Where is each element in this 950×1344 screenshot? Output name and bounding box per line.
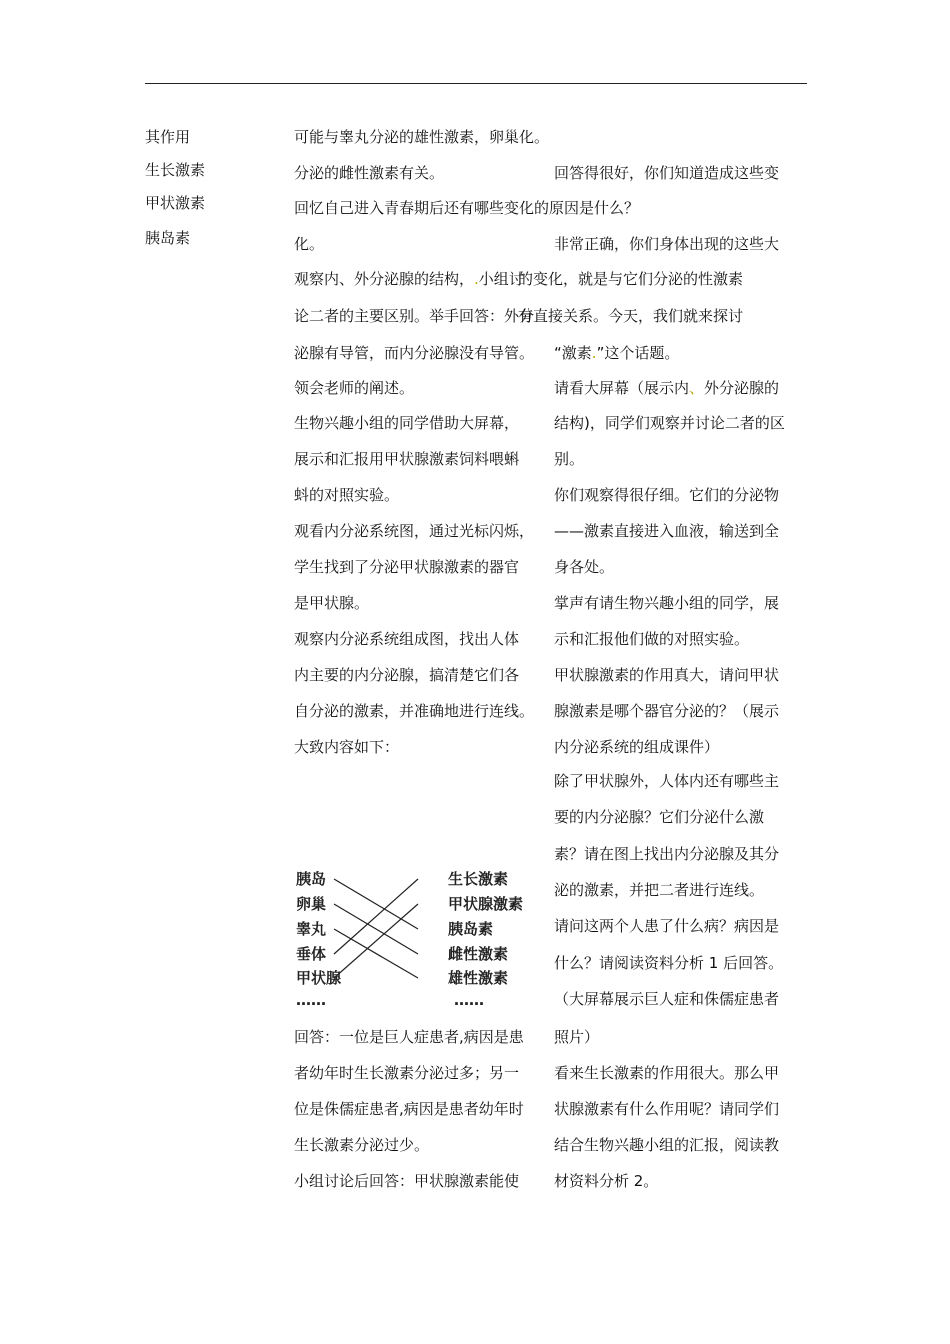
teacher-text-line: 结合生物兴趣小组的汇报，阅读教 bbox=[554, 1136, 780, 1154]
teacher-text-segment: ”这个话题。 bbox=[596, 344, 680, 362]
header-rule bbox=[145, 83, 807, 84]
student-text-line: 回答：一位是巨人症患者,病因是患 bbox=[294, 1028, 524, 1046]
gland-label: 卵巢 bbox=[296, 895, 327, 913]
student-text-line: 是甲状腺。 bbox=[294, 594, 370, 612]
student-text-line: 泌腺有导管，而内分泌腺没有导管。 bbox=[294, 344, 535, 362]
student-text-line: 观察内分泌系统组成图，找出人体 bbox=[294, 630, 520, 648]
highlight-mark: 、 bbox=[689, 379, 705, 397]
student-text-line: 自分泌的激素，并准确地进行连线。 bbox=[294, 702, 535, 720]
teacher-text-line: 请问这两个人患了什么病？病因是 bbox=[554, 917, 780, 935]
teacher-text-segment: 外分泌腺的 bbox=[704, 379, 780, 397]
teacher-text-line: 身各处。 bbox=[554, 558, 615, 576]
teacher-text-line: 示和汇报他们做的对照实验。 bbox=[554, 630, 750, 648]
gland-hormone-matching-diagram bbox=[290, 862, 530, 1012]
teacher-text-line: 有直接关系。今天，我们就来探讨 bbox=[518, 307, 744, 325]
hormone-label: 雌性激素 bbox=[448, 945, 509, 963]
student-text-segment: 观察内、外分泌腺的结构， bbox=[294, 270, 475, 288]
teacher-text-line: （大屏幕展示巨人症和侏儒症患者 bbox=[554, 990, 780, 1008]
hormone-label: 生长激素 bbox=[448, 870, 509, 888]
student-text-line: 生长激素分泌过少。 bbox=[294, 1136, 430, 1154]
gland-label: 甲状腺 bbox=[296, 969, 342, 987]
student-text-line: 蚪的对照实验。 bbox=[294, 486, 400, 504]
teacher-text-line: 别。 bbox=[554, 450, 585, 468]
student-text-line: 位是侏儒症患者,病因是患者幼年时 bbox=[294, 1100, 524, 1118]
student-text-line: 化。 bbox=[294, 235, 325, 253]
connection-line bbox=[334, 904, 418, 978]
student-text-line: 观看内分泌系统图，通过光标闪烁， bbox=[294, 522, 535, 540]
teacher-text-line: 非常正确，你们身体出现的这些大 bbox=[554, 235, 780, 253]
teacher-text-line: 掌声有请生物兴趣小组的同学，展 bbox=[554, 594, 780, 612]
connection-line bbox=[334, 904, 418, 954]
student-text-line: 小组讨论后回答：甲状腺激素能使 bbox=[294, 1172, 520, 1190]
teacher-text-line: 的变化，就是与它们分泌的性激素 bbox=[518, 270, 744, 288]
hormone-label: 雄性激素 bbox=[448, 969, 509, 987]
teacher-text-line: 甲状腺激素的作用真大，请问甲状 bbox=[554, 666, 780, 684]
teacher-text-segment: “激素 bbox=[554, 344, 592, 362]
left-label-growth-hormone: 生长激素 bbox=[145, 161, 206, 179]
student-text-line bbox=[294, 268, 524, 290]
teacher-text-line bbox=[554, 342, 679, 364]
student-text-line: 可能与睾丸分泌的雄性激素，卵巢化。 bbox=[294, 128, 550, 146]
teacher-text-line: 什么？请阅读资料分析 1 后回答。 bbox=[554, 954, 784, 972]
teacher-text-line: 照片） bbox=[554, 1028, 600, 1046]
student-text-line: 内主要的内分泌腺，搞清楚它们各 bbox=[294, 666, 520, 684]
left-label-function: 其作用 bbox=[145, 128, 191, 146]
teacher-text-line: 回答得很好，你们知道造成这些变 bbox=[554, 164, 780, 182]
teacher-text-line: 状腺激素有什么作用呢？请同学们 bbox=[554, 1100, 780, 1118]
student-text-line: 展示和汇报用甲状腺激素饲料喂蝌 bbox=[294, 450, 520, 468]
teacher-text-line: 要的内分泌腺？它们分泌什么激 bbox=[554, 808, 765, 826]
left-label-thyroid-hormone: 甲状激素 bbox=[145, 194, 206, 212]
student-text-line: 学生找到了分泌甲状腺激素的器官 bbox=[294, 558, 520, 576]
student-text-segment: 小组讨 bbox=[478, 270, 524, 288]
left-label-insulin: 胰岛素 bbox=[145, 229, 191, 247]
teacher-text-line: 内分泌系统的组成课件） bbox=[554, 738, 720, 756]
student-text-line: 领会老师的阐述。 bbox=[294, 379, 415, 397]
teacher-text-line: 素？请在图上找出内分泌腺及其分 bbox=[554, 845, 780, 863]
student-text-line: 论二者的主要区别。举手回答：外分 bbox=[294, 307, 535, 325]
gland-label: 垂体 bbox=[296, 945, 327, 963]
gland-label: 睾丸 bbox=[296, 920, 327, 938]
teacher-text-line: ——激素直接进入血液，输送到全 bbox=[554, 522, 780, 540]
teacher-text-segment: 请看大屏幕（展示内 bbox=[554, 379, 690, 397]
gland-label: 胰岛 bbox=[296, 870, 327, 888]
student-text-line: 回忆自己进入青春期后还有哪些变化的原因是什么？ bbox=[294, 199, 640, 217]
connection-line bbox=[334, 929, 418, 978]
teacher-text-line: 除了甲状腺外，人体内还有哪些主 bbox=[554, 772, 780, 790]
student-text-line: 者幼年时生长激素分泌过多；另一 bbox=[294, 1064, 520, 1082]
student-text-line: 大致内容如下： bbox=[294, 738, 400, 756]
connection-line bbox=[334, 879, 418, 954]
teacher-text-line: 看来生长激素的作用很大。那么甲 bbox=[554, 1064, 780, 1082]
gland-label: …… bbox=[296, 991, 326, 1009]
teacher-text-line: 腺激素是哪个器官分泌的？（展示 bbox=[554, 702, 780, 720]
connection-line bbox=[334, 879, 418, 929]
hormone-label: 胰岛素 bbox=[448, 920, 494, 938]
teacher-text-line bbox=[554, 377, 779, 399]
student-text-line: 生物兴趣小组的同学借助大屏幕， bbox=[294, 414, 520, 432]
hormone-label: 甲状腺激素 bbox=[448, 895, 524, 913]
student-text-line: 分泌的雌性激素有关。 bbox=[294, 164, 445, 182]
teacher-text-line: 结构)，同学们观察并讨论二者的区 bbox=[554, 414, 785, 432]
hormone-label: …… bbox=[454, 991, 484, 1009]
teacher-text-line: 你们观察得很仔细。它们的分泌物 bbox=[554, 486, 780, 504]
highlight-mark: . bbox=[474, 270, 479, 288]
teacher-text-line: 泌的激素，并把二者进行连线。 bbox=[554, 881, 765, 899]
highlight-mark: . bbox=[591, 344, 597, 362]
teacher-text-line: 材资料分析 2。 bbox=[554, 1172, 659, 1190]
